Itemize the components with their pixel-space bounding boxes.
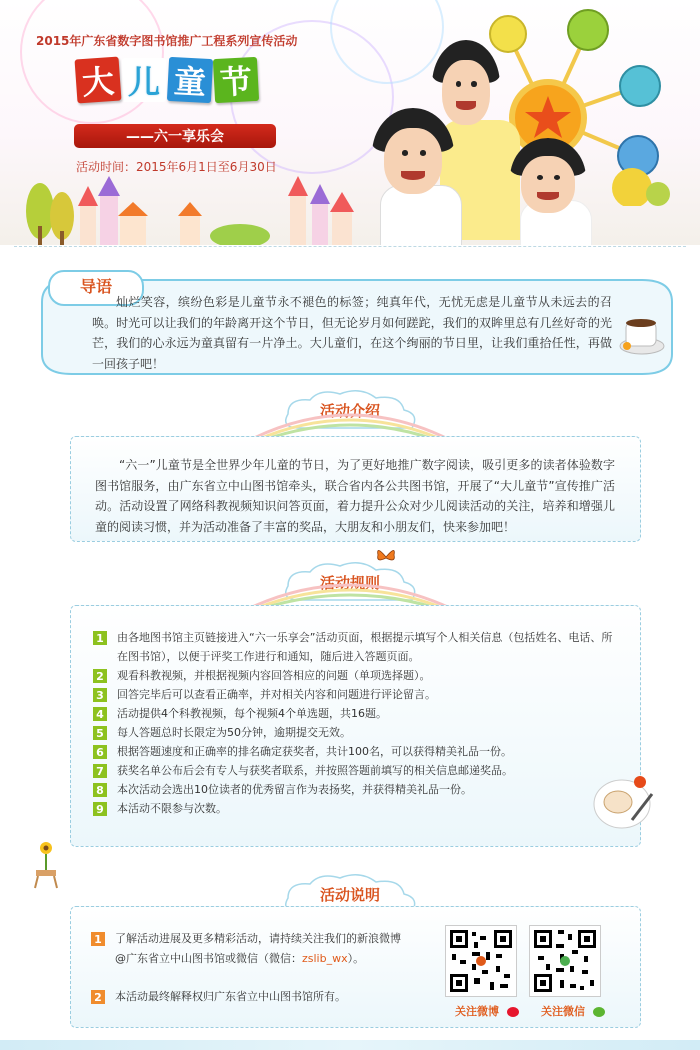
rule-text: 活动提供4个科教视频，每个视频4个单选题，共16题。	[117, 707, 387, 720]
wechat-qr-code[interactable]	[529, 925, 601, 997]
rule-text: 观看科教视频，并根据视频内容回答相应的问题（单项选择题）。	[117, 669, 431, 682]
wechat-follow-link[interactable]: 关注微信	[541, 1003, 605, 1019]
weibo-icon	[507, 1007, 519, 1017]
list-item	[93, 704, 613, 723]
rule-text: 回答完毕后可以查看正确率，并对相关内容和问题进行评论留言。	[117, 688, 436, 701]
list-item	[93, 799, 613, 818]
number-badge: 8	[93, 783, 107, 797]
list-item	[93, 685, 613, 704]
note-item	[91, 929, 431, 969]
weibo-qr-code[interactable]	[445, 925, 517, 997]
about-text: “六一”儿童节是全世界少年儿童的节日，为了更好地推广数字阅读，吸引更多的读者体验数字图书馆服务，由广东省立中山图书馆牵头，联合省内各公共图书馆，开展了“大儿童节”宣传推广活动。活动设置了网络科教视频知识问答页面，着力提升公众对少儿阅读活动的关注，培养和增强儿童的阅读习惯，并为活动准备了丰富的奖品，大朋友和小朋友们，快来参加吧！	[95, 458, 615, 534]
list-item	[93, 723, 613, 742]
number-badge: 5	[93, 726, 107, 740]
number-badge: 4	[93, 707, 107, 721]
girl-face	[510, 138, 586, 218]
number-badge: 2	[93, 669, 107, 683]
section-title: 活动规则	[319, 574, 380, 592]
wechat-icon	[593, 1007, 605, 1017]
intro-tag: 导语	[48, 270, 144, 306]
number-badge: 6	[93, 745, 107, 759]
campaign-title: 2015年广东省数字图书馆推广工程系列宣传活动	[36, 34, 298, 48]
activity-time: 活动时间：2015年6月1日至6月30日	[76, 160, 277, 174]
title-char: 儿	[122, 58, 166, 102]
rule-text: 本活动不限参与次数。	[117, 802, 227, 815]
about-box	[70, 436, 641, 542]
rule-text: 由各地图书馆主页链接进入“六一乐享会”活动页面，根据提示填写个人相关信息（包括姓名、电话、所在图书馆），以便于评奖工作进行和通知，随后进入答题页面。	[117, 631, 613, 663]
number-badge: 3	[93, 688, 107, 702]
rule-text: 根据答题速度和正确率的排名确定获奖者，共计100名，可以获得精美礼品一份。	[117, 745, 512, 758]
number-badge: 9	[93, 802, 107, 816]
coffee-cup-icon	[618, 308, 668, 358]
footer-bar	[0, 1040, 700, 1050]
coffee-plate-icon	[592, 772, 656, 830]
number-badge: 7	[93, 764, 107, 778]
banner	[0, 0, 700, 245]
rule-text: 每人答题总时长限定为50分钟，逾期提交无效。	[117, 726, 351, 739]
weibo-follow-link[interactable]: 关注微博	[455, 1003, 519, 1019]
note-item	[91, 987, 431, 1007]
number-badge: 1	[91, 932, 105, 946]
title-char: 大	[75, 57, 122, 104]
page-title	[76, 58, 258, 102]
list-item	[93, 761, 613, 780]
subtitle-bar: ——六一享乐会	[74, 124, 276, 148]
section-title: 活动介绍	[319, 402, 380, 420]
title-char: 童	[167, 57, 213, 103]
note-text: 本活动最终解释权归广东省立中山图书馆所有。	[115, 990, 346, 1003]
castle-illustration	[20, 176, 360, 245]
list-item	[93, 666, 613, 685]
flower-pot-icon	[32, 840, 62, 890]
intro-text: 灿烂笑容，缤纷色彩是儿童节永不褪色的标签；纯真年代，无忧无虑是儿童节从未远去的召唤。时光可以让我们的年龄离开这个节日，但无论岁月如何蹉跎，我们的双眸里总有几丝好奇的光芒，我们的心永远为童真留有一片净土。大儿童们，在这个绚丽的节日里，让我们重拾任性，再做一回孩子吧！	[92, 295, 612, 371]
note-text: ）。	[347, 952, 365, 965]
divider	[14, 246, 686, 247]
butterfly-icon	[374, 545, 398, 569]
rules-box	[70, 605, 641, 847]
section-title: 活动说明	[319, 886, 380, 904]
number-badge: 2	[91, 990, 105, 1004]
boy-face	[372, 108, 454, 200]
rule-text: 本次活动会选出10位读者的优秀留言作为表扬奖，并获得精美礼品一份。	[117, 783, 472, 796]
notes-box	[70, 906, 641, 1028]
list-item	[93, 780, 613, 799]
list-item	[93, 628, 613, 666]
intro-section	[22, 262, 680, 380]
note-text: @广东省立中山图书馆或微信（微信：	[115, 952, 302, 965]
note-text: 了解活动进展及更多精彩活动，请持续关注我们的新浪微博	[115, 932, 401, 945]
wechat-id-link[interactable]: zslib_wx	[302, 952, 348, 965]
number-badge: 1	[93, 631, 107, 645]
rules-list	[93, 628, 613, 818]
title-char: 节	[213, 57, 259, 103]
list-item	[93, 742, 613, 761]
rule-text: 获奖名单公布后会有专人与获奖者联系，并按照答题前填写的相关信息邮递奖品。	[117, 764, 513, 777]
